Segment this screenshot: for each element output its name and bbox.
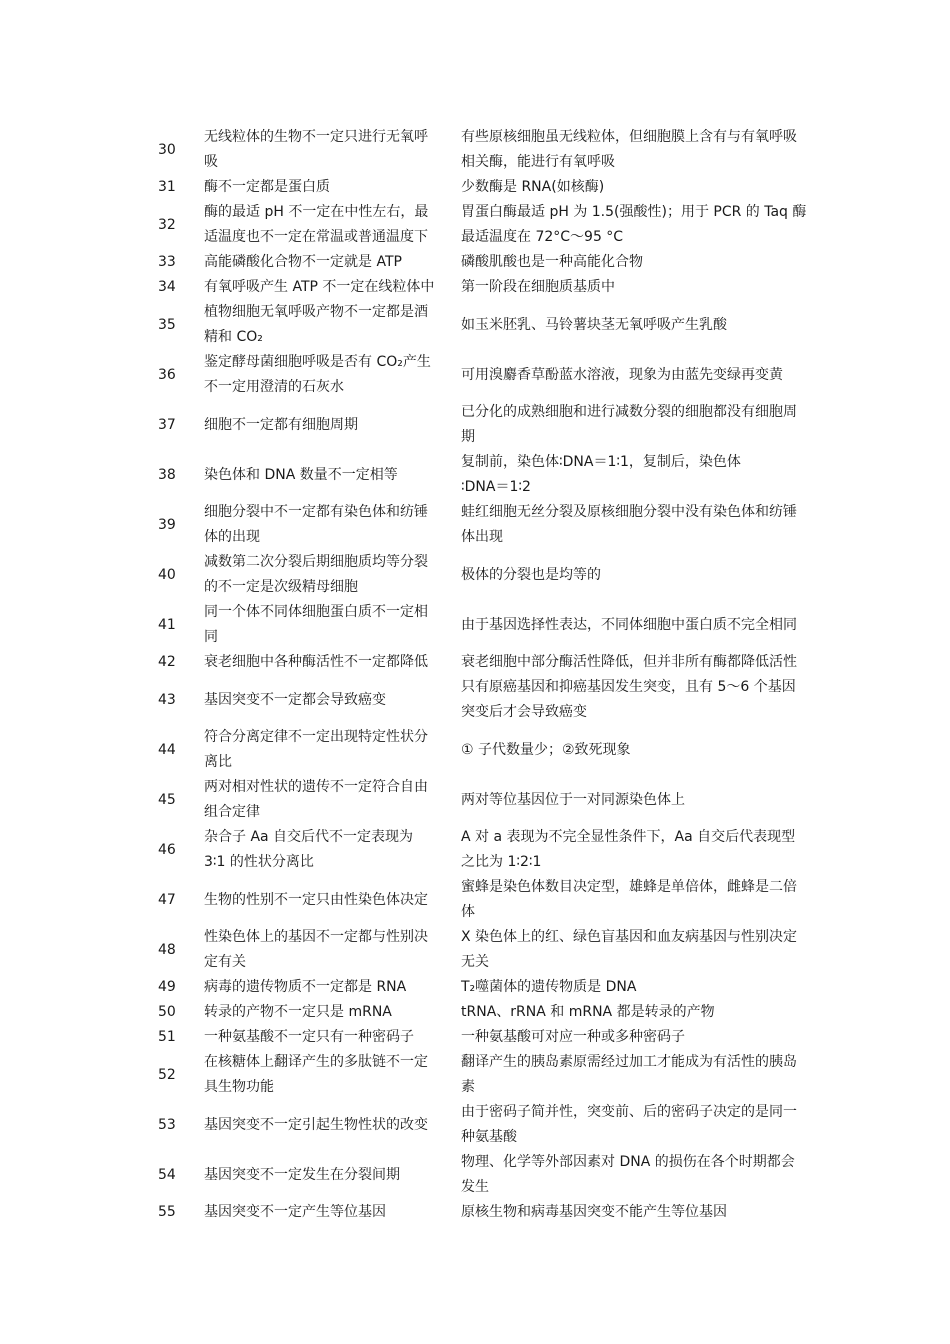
reason-cell bbox=[461, 650, 815, 675]
table-row bbox=[150, 725, 810, 775]
table-row bbox=[150, 275, 810, 300]
claim-cell bbox=[204, 775, 459, 825]
claim-line: 在核糖体上翻译产生的多肽链不一定 bbox=[204, 1054, 428, 1070]
claim-line: 吸 bbox=[204, 154, 218, 170]
claim-cell bbox=[204, 413, 459, 438]
reason-cell bbox=[461, 1100, 815, 1150]
claim-line: 染色体和 DNA 数量不一定相等 bbox=[204, 466, 398, 483]
row-number: 47 bbox=[158, 891, 176, 908]
knowledge-table bbox=[150, 125, 810, 1225]
claim-cell bbox=[204, 888, 459, 913]
reason-cell bbox=[461, 1025, 815, 1050]
claim-line: 植物细胞无氧呼吸产物不一定都是酒 bbox=[204, 304, 428, 320]
claim-line: 两对相对性状的遗传不一定符合自由 bbox=[204, 779, 428, 795]
claim-cell bbox=[204, 350, 459, 400]
claim-cell bbox=[204, 500, 459, 550]
reason-line: 可用溴麝香草酚蓝水溶液，现象为由蓝先变绿再变黄 bbox=[461, 366, 783, 383]
table-row bbox=[150, 450, 810, 500]
claim-cell bbox=[204, 1113, 459, 1138]
reason-cell bbox=[461, 825, 815, 875]
claim-cell bbox=[204, 125, 459, 175]
claim-cell bbox=[204, 250, 459, 275]
claim-line: 酶的最适 pH 不一定在中性左右，最 bbox=[204, 204, 429, 220]
row-number: 40 bbox=[158, 566, 176, 583]
row-number: 48 bbox=[158, 941, 176, 958]
table-row bbox=[150, 650, 810, 675]
table-row bbox=[150, 300, 810, 350]
reason-line: 第一阶段在细胞质基质中 bbox=[461, 279, 615, 295]
claim-cell bbox=[204, 275, 459, 300]
reason-cell bbox=[461, 875, 815, 925]
table-row bbox=[150, 1150, 810, 1200]
claim-line: 适温度也不一定在常温或普通温度下 bbox=[204, 229, 428, 245]
row-number: 44 bbox=[158, 741, 176, 758]
reason-line: 蜜蜂是染色体数目决定型，雄蜂是单倍体，雌蜂是二倍 bbox=[461, 879, 797, 895]
claim-line: 符合分离定律不一定出现特定性状分 bbox=[204, 729, 428, 745]
table-row bbox=[150, 875, 810, 925]
row-number: 35 bbox=[158, 316, 176, 333]
claim-cell bbox=[204, 200, 459, 250]
claim-cell bbox=[204, 1025, 459, 1050]
reason-line: tRNA、rRNA 和 mRNA 都是转录的产物 bbox=[461, 1004, 715, 1020]
claim-cell bbox=[204, 725, 459, 775]
reason-line: X 染色体上的红、绿色盲基因和血友病基因与性别决定 bbox=[461, 929, 798, 945]
claim-cell bbox=[204, 300, 459, 350]
table-row bbox=[150, 1000, 810, 1025]
row-number: 36 bbox=[158, 366, 176, 383]
claim-line: 衰老细胞中各种酶活性不一定都降低 bbox=[204, 654, 428, 670]
claim-line: 具生物功能 bbox=[204, 1079, 274, 1095]
reason-line: 体出现 bbox=[461, 529, 503, 545]
row-number: 50 bbox=[158, 1004, 176, 1020]
claim-cell bbox=[204, 825, 459, 875]
row-number: 39 bbox=[158, 516, 176, 533]
reason-line: 磷酸肌酸也是一种高能化合物 bbox=[461, 254, 643, 270]
claim-line: 高能磷酸化合物不一定就是 ATP bbox=[204, 254, 402, 270]
row-number: 32 bbox=[158, 216, 176, 233]
reason-line: ① 子代数量少；②致死现象 bbox=[461, 741, 631, 758]
claim-line: 基因突变不一定产生等位基因 bbox=[204, 1204, 386, 1220]
row-number: 45 bbox=[158, 791, 176, 808]
reason-line: 由于密码子简并性，突变前、后的密码子决定的是同一 bbox=[461, 1104, 797, 1120]
reason-cell bbox=[461, 400, 815, 450]
reason-cell bbox=[461, 1150, 815, 1200]
reason-cell bbox=[461, 313, 815, 338]
reason-line: 胃蛋白酶最适 pH 为 1.5(强酸性)；用于 PCR 的 Taq 酶 bbox=[461, 204, 807, 220]
row-number: 53 bbox=[158, 1116, 176, 1133]
claim-line: 性染色体上的基因不一定都与性别决 bbox=[204, 929, 428, 945]
row-number: 43 bbox=[158, 691, 176, 708]
reason-cell bbox=[461, 675, 815, 725]
claim-line: 生物的性别不一定只由性染色体决定 bbox=[204, 891, 428, 908]
table-row bbox=[150, 1200, 810, 1225]
reason-line: 极体的分裂也是均等的 bbox=[461, 566, 601, 583]
table-row bbox=[150, 1025, 810, 1050]
row-number: 42 bbox=[158, 654, 176, 670]
claim-line: 同 bbox=[204, 629, 218, 645]
claim-line: 体的出现 bbox=[204, 529, 260, 545]
reason-line: 最适温度在 72°C～95 °C bbox=[461, 229, 624, 245]
claim-line: 无线粒体的生物不一定只进行无氧呼 bbox=[204, 129, 428, 145]
reason-line: 如玉米胚乳、马铃薯块茎无氧呼吸产生乳酸 bbox=[461, 316, 727, 333]
reason-cell bbox=[461, 175, 815, 200]
reason-cell bbox=[461, 363, 815, 388]
reason-cell bbox=[461, 1200, 815, 1225]
claim-line: 同一个体不同体细胞蛋白质不一定相 bbox=[204, 604, 428, 620]
reason-line: ∶DNA＝1∶2 bbox=[461, 479, 531, 495]
claim-line: 3∶1 的性状分离比 bbox=[204, 854, 314, 870]
claim-line: 细胞不一定都有细胞周期 bbox=[204, 416, 358, 433]
claim-line: 酶不一定都是蛋白质 bbox=[204, 179, 330, 195]
reason-cell bbox=[461, 788, 815, 813]
claim-cell bbox=[204, 550, 459, 600]
table-row bbox=[150, 825, 810, 875]
row-number: 31 bbox=[158, 179, 176, 195]
table-row bbox=[150, 125, 810, 175]
claim-cell bbox=[204, 463, 459, 488]
reason-cell bbox=[461, 450, 815, 500]
claim-line: 杂合子 Aa 自交后代不一定表现为 bbox=[204, 829, 414, 845]
row-number: 49 bbox=[158, 979, 176, 995]
claim-line: 精和 CO₂ bbox=[204, 329, 263, 345]
reason-cell bbox=[461, 975, 815, 1000]
reason-line: 无关 bbox=[461, 954, 489, 970]
reason-line: 素 bbox=[461, 1079, 475, 1095]
claim-cell bbox=[204, 1200, 459, 1225]
claim-line: 基因突变不一定都会导致癌变 bbox=[204, 691, 386, 708]
reason-cell bbox=[461, 1000, 815, 1025]
table-row bbox=[150, 1100, 810, 1150]
reason-cell bbox=[461, 563, 815, 588]
reason-cell bbox=[461, 125, 815, 175]
claim-cell bbox=[204, 600, 459, 650]
reason-line: 衰老细胞中部分酶活性降低，但并非所有酶都降低活性 bbox=[461, 654, 797, 670]
table-row bbox=[150, 550, 810, 600]
claim-line: 的不一定是次级精母细胞 bbox=[204, 579, 358, 595]
claim-line: 病毒的遗传物质不一定都是 RNA bbox=[204, 979, 407, 995]
claim-line: 一种氨基酸不一定只有一种密码子 bbox=[204, 1029, 414, 1045]
reason-cell bbox=[461, 250, 815, 275]
reason-line: 发生 bbox=[461, 1179, 489, 1195]
reason-line: 之比为 1∶2∶1 bbox=[461, 854, 542, 870]
reason-line: 种氨基酸 bbox=[461, 1129, 517, 1145]
reason-line: 由于基因选择性表达，不同体细胞中蛋白质不完全相同 bbox=[461, 616, 797, 633]
reason-line: 突变后才会导致癌变 bbox=[461, 704, 587, 720]
reason-cell bbox=[461, 1050, 815, 1100]
claim-cell bbox=[204, 975, 459, 1000]
reason-line: 体 bbox=[461, 904, 475, 920]
reason-cell bbox=[461, 500, 815, 550]
reason-line: 原核生物和病毒基因突变不能产生等位基因 bbox=[461, 1204, 727, 1220]
reason-line: 一种氨基酸可对应一种或多种密码子 bbox=[461, 1029, 685, 1045]
claim-line: 定有关 bbox=[204, 954, 246, 970]
reason-line: 只有原癌基因和抑癌基因发生突变，且有 5～6 个基因 bbox=[461, 679, 796, 695]
claim-cell bbox=[204, 1000, 459, 1025]
claim-line: 转录的产物不一定只是 mRNA bbox=[204, 1004, 392, 1020]
reason-cell bbox=[461, 738, 815, 763]
claim-line: 不一定用澄清的石灰水 bbox=[204, 379, 344, 395]
claim-cell bbox=[204, 688, 459, 713]
reason-line: 蛙红细胞无丝分裂及原核细胞分裂中没有染色体和纺锤 bbox=[461, 504, 797, 520]
claim-line: 基因突变不一定引起生物性状的改变 bbox=[204, 1116, 428, 1133]
table-row bbox=[150, 1050, 810, 1100]
table-row bbox=[150, 775, 810, 825]
reason-line: 有些原核细胞虽无线粒体，但细胞膜上含有与有氧呼吸 bbox=[461, 129, 797, 145]
table-row bbox=[150, 175, 810, 200]
reason-line: 期 bbox=[461, 429, 475, 445]
row-number: 33 bbox=[158, 254, 176, 270]
table-row bbox=[150, 200, 810, 250]
claim-cell bbox=[204, 1163, 459, 1188]
table-row bbox=[150, 350, 810, 400]
claim-line: 组合定律 bbox=[204, 804, 260, 820]
reason-line: 两对等位基因位于一对同源染色体上 bbox=[461, 791, 685, 808]
table-row bbox=[150, 500, 810, 550]
reason-line: 已分化的成熟细胞和进行减数分裂的细胞都没有细胞周 bbox=[461, 404, 797, 420]
claim-line: 鉴定酵母菌细胞呼吸是否有 CO₂产生 bbox=[204, 354, 431, 370]
claim-line: 细胞分裂中不一定都有染色体和纺锤 bbox=[204, 504, 428, 520]
row-number: 37 bbox=[158, 416, 176, 433]
reason-cell bbox=[461, 275, 815, 300]
row-number: 41 bbox=[158, 616, 176, 633]
table-row bbox=[150, 600, 810, 650]
reason-line: 相关酶，能进行有氧呼吸 bbox=[461, 154, 615, 170]
row-number: 38 bbox=[158, 466, 176, 483]
table-row bbox=[150, 400, 810, 450]
reason-line: T₂噬菌体的遗传物质是 DNA bbox=[461, 979, 637, 995]
row-number: 34 bbox=[158, 279, 176, 295]
reason-line: A 对 a 表现为不完全显性条件下，Aa 自交后代表现型 bbox=[461, 829, 796, 845]
claim-cell bbox=[204, 1050, 459, 1100]
row-number: 30 bbox=[158, 141, 176, 158]
row-number: 55 bbox=[158, 1204, 176, 1220]
reason-line: 物理、化学等外部因素对 DNA 的损伤在各个时期都会 bbox=[461, 1154, 795, 1170]
reason-line: 少数酶是 RNA(如核酶) bbox=[461, 179, 605, 195]
claim-line: 基因突变不一定发生在分裂间期 bbox=[204, 1166, 400, 1183]
table-row bbox=[150, 250, 810, 275]
reason-cell bbox=[461, 200, 815, 250]
claim-cell bbox=[204, 650, 459, 675]
claim-cell bbox=[204, 925, 459, 975]
reason-line: 翻译产生的胰岛素原需经过加工才能成为有活性的胰岛 bbox=[461, 1054, 797, 1070]
claim-line: 减数第二次分裂后期细胞质均等分裂 bbox=[204, 554, 428, 570]
reason-cell bbox=[461, 613, 815, 638]
table-row bbox=[150, 925, 810, 975]
reason-cell bbox=[461, 925, 815, 975]
claim-cell bbox=[204, 175, 459, 200]
row-number: 54 bbox=[158, 1166, 176, 1183]
table-row bbox=[150, 975, 810, 1000]
row-number: 52 bbox=[158, 1066, 176, 1083]
reason-line: 复制前，染色体∶DNA＝1∶1，复制后，染色体 bbox=[461, 454, 741, 470]
claim-line: 有氧呼吸产生 ATP 不一定在线粒体中 bbox=[204, 279, 435, 295]
row-number: 51 bbox=[158, 1029, 176, 1045]
row-number: 46 bbox=[158, 841, 176, 858]
table-row bbox=[150, 675, 810, 725]
claim-line: 离比 bbox=[204, 754, 232, 770]
